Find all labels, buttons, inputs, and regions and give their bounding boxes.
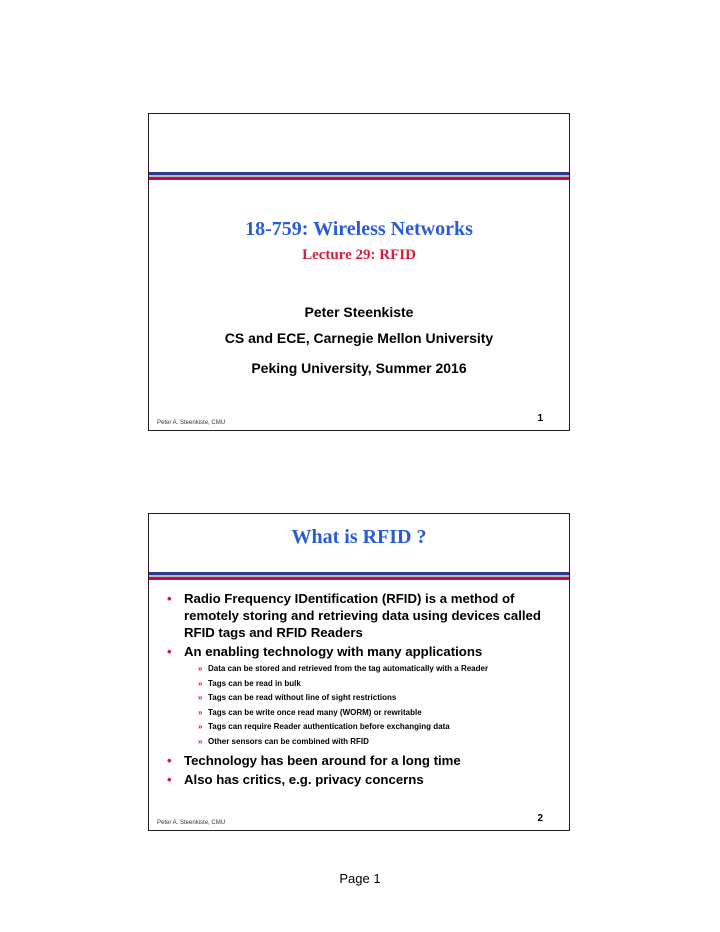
sub-bullet-item: » Data can be stored and retrieved from the tag automatically with a Reader (198, 662, 555, 677)
bullet-dot-icon: • (167, 644, 172, 659)
slide-number: 1 (537, 413, 543, 424)
page-label: Page 1 (339, 871, 381, 886)
lecture-subtitle: Lecture 29: RFID (302, 247, 416, 263)
bullet-item: • Technology has been around for a long time (167, 752, 461, 768)
sub-bullet-item: » Tags can be write once read many (WORM) or rewritable (198, 706, 555, 721)
slide-2 (148, 513, 570, 831)
author-affiliation: CS and ECE, Carnegie Mellon University (224, 330, 494, 346)
sub-bullet-item: » Tags can require Reader authentication before exchanging data (198, 720, 555, 735)
double-chevron-icon: » (198, 722, 203, 732)
bullet-item: • An enabling technology with many applications (167, 644, 483, 659)
sub-bullet-item: » Tags can be read in bulk (198, 677, 555, 692)
title-rule (149, 172, 569, 180)
slide-footer: Peter A. Steenkiste, CMU (157, 820, 226, 826)
slide-1 (148, 113, 570, 431)
slide-content (167, 590, 555, 790)
sub-bullet-list (167, 662, 555, 750)
event-line: Peking University, Summer 2016 (251, 360, 467, 376)
double-chevron-icon: » (198, 736, 203, 746)
lecture-course-title: 18-759: Wireless Networks (245, 218, 473, 240)
double-chevron-icon: » (198, 707, 203, 717)
slide-title: What is RFID ? (291, 526, 427, 548)
double-chevron-icon: » (198, 693, 203, 703)
author-name: Peter Steenkiste (304, 304, 414, 320)
slide-number: 2 (537, 813, 543, 824)
sub-bullet-item: » Tags can be read without line of sight restrictions (198, 691, 555, 706)
slide-footer: Peter A. Steenkiste, CMU (157, 420, 226, 426)
bullet-dot-icon: • (167, 591, 172, 606)
double-chevron-icon: » (198, 678, 203, 688)
title-rule (149, 572, 569, 580)
double-chevron-icon: » (198, 664, 203, 673)
bullet-item: • Also has critics, e.g. privacy concerns (167, 771, 424, 787)
bullet-dot-icon: • (167, 752, 172, 768)
sub-bullet-item: » Other sensors can be combined with RFID (198, 735, 555, 750)
bullet-item: • Radio Frequency IDentification (RFID) is a method of remotely storing and retrieving data using devices called RFID tags and RFID Readers (167, 591, 541, 640)
bullet-dot-icon: • (167, 771, 172, 787)
